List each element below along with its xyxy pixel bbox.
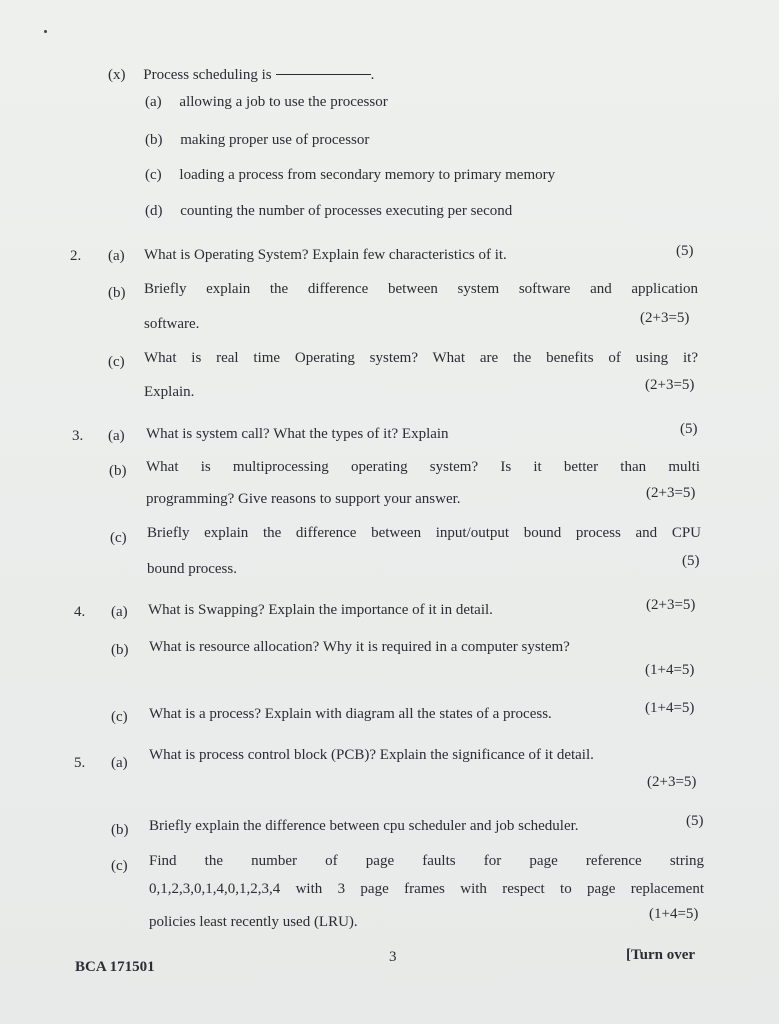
option-c-label: (c) bbox=[145, 167, 162, 183]
question-2c-line2: Explain. bbox=[144, 384, 195, 400]
speck-mark bbox=[44, 30, 47, 33]
option-a bbox=[145, 93, 388, 111]
question-2c-label: (c) bbox=[108, 354, 125, 370]
question-2b-label: (b) bbox=[108, 285, 126, 301]
turn-over-note: [Turn over bbox=[626, 947, 696, 963]
question-4b-text: What is resource allocation? Why it is required in a computer system? bbox=[149, 639, 570, 655]
question-3a-marks: (5) bbox=[680, 421, 698, 437]
question-3b-marks: (2+3=5) bbox=[646, 485, 696, 501]
question-3b-line1: What is multiprocessing operating system? Is it better than multi bbox=[146, 459, 700, 475]
question-3c-line1: Briefly explain the difference between input/output bound process and CPU bbox=[147, 525, 701, 541]
option-b-label: (b) bbox=[145, 132, 163, 148]
option-b-text: making proper use of processor bbox=[180, 132, 370, 148]
question-4a-text: What is Swapping? Explain the importance of it in detail. bbox=[148, 602, 493, 618]
question-2-number: 2. bbox=[70, 248, 82, 264]
question-4a-marks: (2+3=5) bbox=[646, 597, 696, 613]
question-4b-label: (b) bbox=[111, 642, 129, 658]
question-3c-marks: (5) bbox=[682, 553, 700, 569]
question-2b-marks: (2+3=5) bbox=[640, 310, 690, 326]
question-2b-line1: Briefly explain the difference between system software and application bbox=[144, 281, 698, 297]
option-b bbox=[145, 131, 369, 149]
question-4b-marks: (1+4=5) bbox=[645, 662, 695, 678]
question-4c-label: (c) bbox=[111, 709, 128, 725]
option-a-label: (a) bbox=[145, 94, 162, 110]
question-x-number: (x) bbox=[108, 67, 126, 83]
question-5c-marks: (1+4=5) bbox=[649, 906, 699, 922]
option-c bbox=[145, 166, 555, 184]
question-5c-label: (c) bbox=[111, 858, 128, 874]
option-c-text: loading a process from secondary memory to primary memory bbox=[179, 167, 556, 183]
question-2a-label: (a) bbox=[108, 248, 125, 264]
question-5b-marks: (5) bbox=[686, 813, 704, 829]
question-4c-marks: (1+4=5) bbox=[645, 700, 695, 716]
course-code: BCA 171501 bbox=[75, 959, 155, 975]
question-3c-label: (c) bbox=[110, 530, 127, 546]
answer-blank bbox=[276, 74, 371, 75]
question-4-number: 4. bbox=[74, 604, 86, 620]
question-3b-label: (b) bbox=[109, 463, 127, 479]
question-5-number: 5. bbox=[74, 755, 86, 771]
question-5c-line1: Find the number of page faults for page reference string bbox=[149, 853, 704, 869]
question-5b-label: (b) bbox=[111, 822, 129, 838]
question-2c-line1: What is real time Operating system? What are the benefits of using it? bbox=[144, 350, 698, 366]
question-3b-line2: programming? Give reasons to support your answer. bbox=[146, 491, 461, 507]
page-number: 3 bbox=[389, 949, 397, 965]
question-3a-text: What is system call? What the types of it? Explain bbox=[146, 426, 449, 442]
question-x-stem: Process scheduling is bbox=[143, 67, 272, 83]
question-5b-text: Briefly explain the difference between cpu scheduler and job scheduler. bbox=[149, 818, 579, 834]
question-x bbox=[108, 66, 374, 84]
question-3a-label: (a) bbox=[108, 428, 125, 444]
question-2a-text: What is Operating System? Explain few characteristics of it. bbox=[144, 247, 507, 263]
option-a-text: allowing a job to use the processor bbox=[179, 94, 388, 110]
question-3c-line2: bound process. bbox=[147, 561, 237, 577]
question-4a-label: (a) bbox=[111, 604, 128, 620]
question-2c-marks: (2+3=5) bbox=[645, 377, 695, 393]
question-x-end: . bbox=[370, 67, 375, 83]
question-2b-line2: software. bbox=[144, 316, 200, 332]
option-d-label: (d) bbox=[145, 203, 163, 219]
question-4c-text: What is a process? Explain with diagram all the states of a process. bbox=[149, 706, 552, 722]
question-5c-line2: 0,1,2,3,0,1,4,0,1,2,3,4 with 3 page frames with respect to page replacement bbox=[149, 881, 704, 897]
question-5a-text: What is process control block (PCB)? Explain the significance of it detail. bbox=[149, 747, 594, 763]
option-d-text: counting the number of processes executing per second bbox=[180, 203, 513, 219]
question-2a-marks: (5) bbox=[676, 243, 694, 259]
question-3-number: 3. bbox=[72, 428, 84, 444]
question-5c-line3: policies least recently used (LRU). bbox=[149, 914, 358, 930]
question-5a-marks: (2+3=5) bbox=[647, 774, 697, 790]
option-d bbox=[145, 202, 512, 220]
question-5a-label: (a) bbox=[111, 755, 128, 771]
